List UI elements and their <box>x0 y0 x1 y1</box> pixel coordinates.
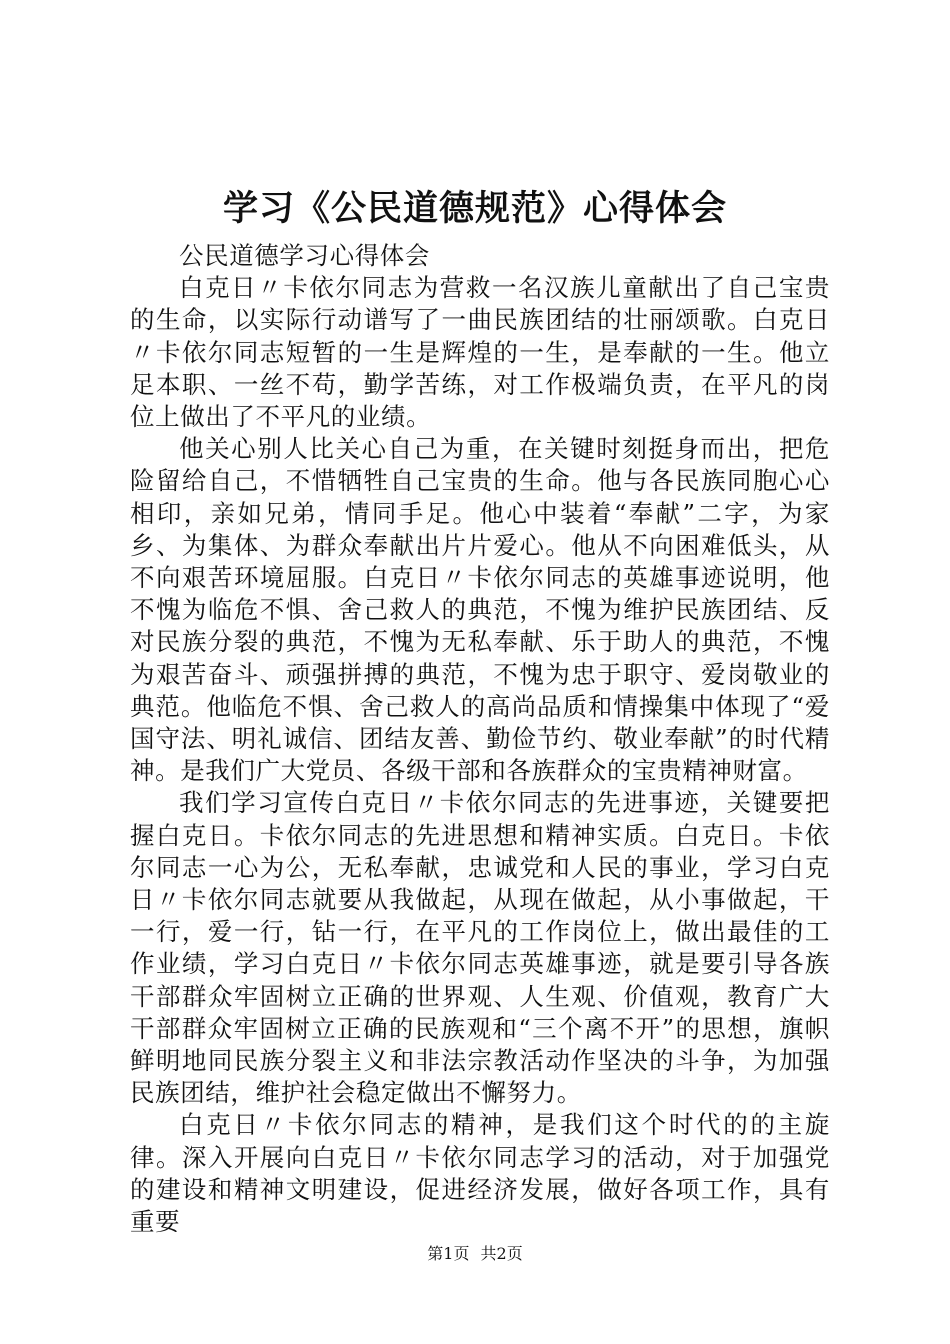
page-number-footer: 第1页 共2页 <box>427 1244 523 1263</box>
body-paragraph: 我们学习宣传白克日〃卡依尔同志的先进事迹，关键要把握白克日。卡依尔同志的先进思想和精神实质。白克日。卡依尔同志一心为公，无私奉献，忠诚党和人民的事业，学习白克日〃卡依尔同志就要从我做起，从现在做起，从小事做起，干一行，爱一行，钻一行，在平凡的工作岗位上，做出最佳的工作业绩，学习白克日〃卡依尔同志英雄事迹，就是要引导各族干部群众牢固树立正确的世界观、人生观、价值观，教育广大干部群众牢固树立正确的民族观和“三个离不开”的思想，旗帜鲜明地同民族分裂主义和非法宗教活动作坚决的斗争，为加强民族团结，维护社会稳定做出不懈努力。 <box>130 788 830 1108</box>
subtitle-paragraph: 公民道德学习心得体会 <box>179 241 430 270</box>
body-paragraph: 白克日〃卡依尔同志的精神，是我们这个时代的的主旋律。深入开展向白克日〃卡依尔同志学习的活动，对于加强党的建设和精神文明建设，促进经济发展，做好各项工作，具有重要 <box>130 1110 830 1237</box>
body-paragraph: 白克日〃卡依尔同志为营救一名汉族儿童献出了自己宝贵的生命，以实际行动谱写了一曲民族团结的壮丽颂歌。白克日〃卡依尔同志短暂的一生是辉煌的一生，是奉献的一生。他立足本职、一丝不苟，勤学苦练，对工作极端负责，在平凡的岗位上做出了不平凡的业绩。 <box>130 273 830 432</box>
document-title: 学习《公民道德规范》心得体会 <box>222 188 727 229</box>
document-body <box>130 240 830 1238</box>
body-paragraph: 他关心别人比关心自己为重，在关键时刻挺身而出，把危险留给自己，不惜牺牲自己宝贵的生命。他与各民族同胞心心相印，亲如兄弟，情同手足。他心中装着“奉献”二字，为家乡、为集体、为群众奉献出片片爱心。他从不向困难低头，从不向艰苦环境屈服。白克日〃卡依尔同志的英雄事迹说明，他不愧为临危不惧、舍己救人的典范，不愧为维护民族团结、反对民族分裂的典范，不愧为无私奉献、乐于助人的典范，不愧为艰苦奋斗、顽强拼搏的典范，不愧为忠于职守、爱岗敬业的典范。他临危不惧、舍己救人的高尚品质和情操集中体现了“爱国守法、明礼诚信、团结友善、勤俭节约、敬业奉献”的时代精神。是我们广大党员、各级干部和各族群众的宝贵精神财富。 <box>130 434 830 786</box>
